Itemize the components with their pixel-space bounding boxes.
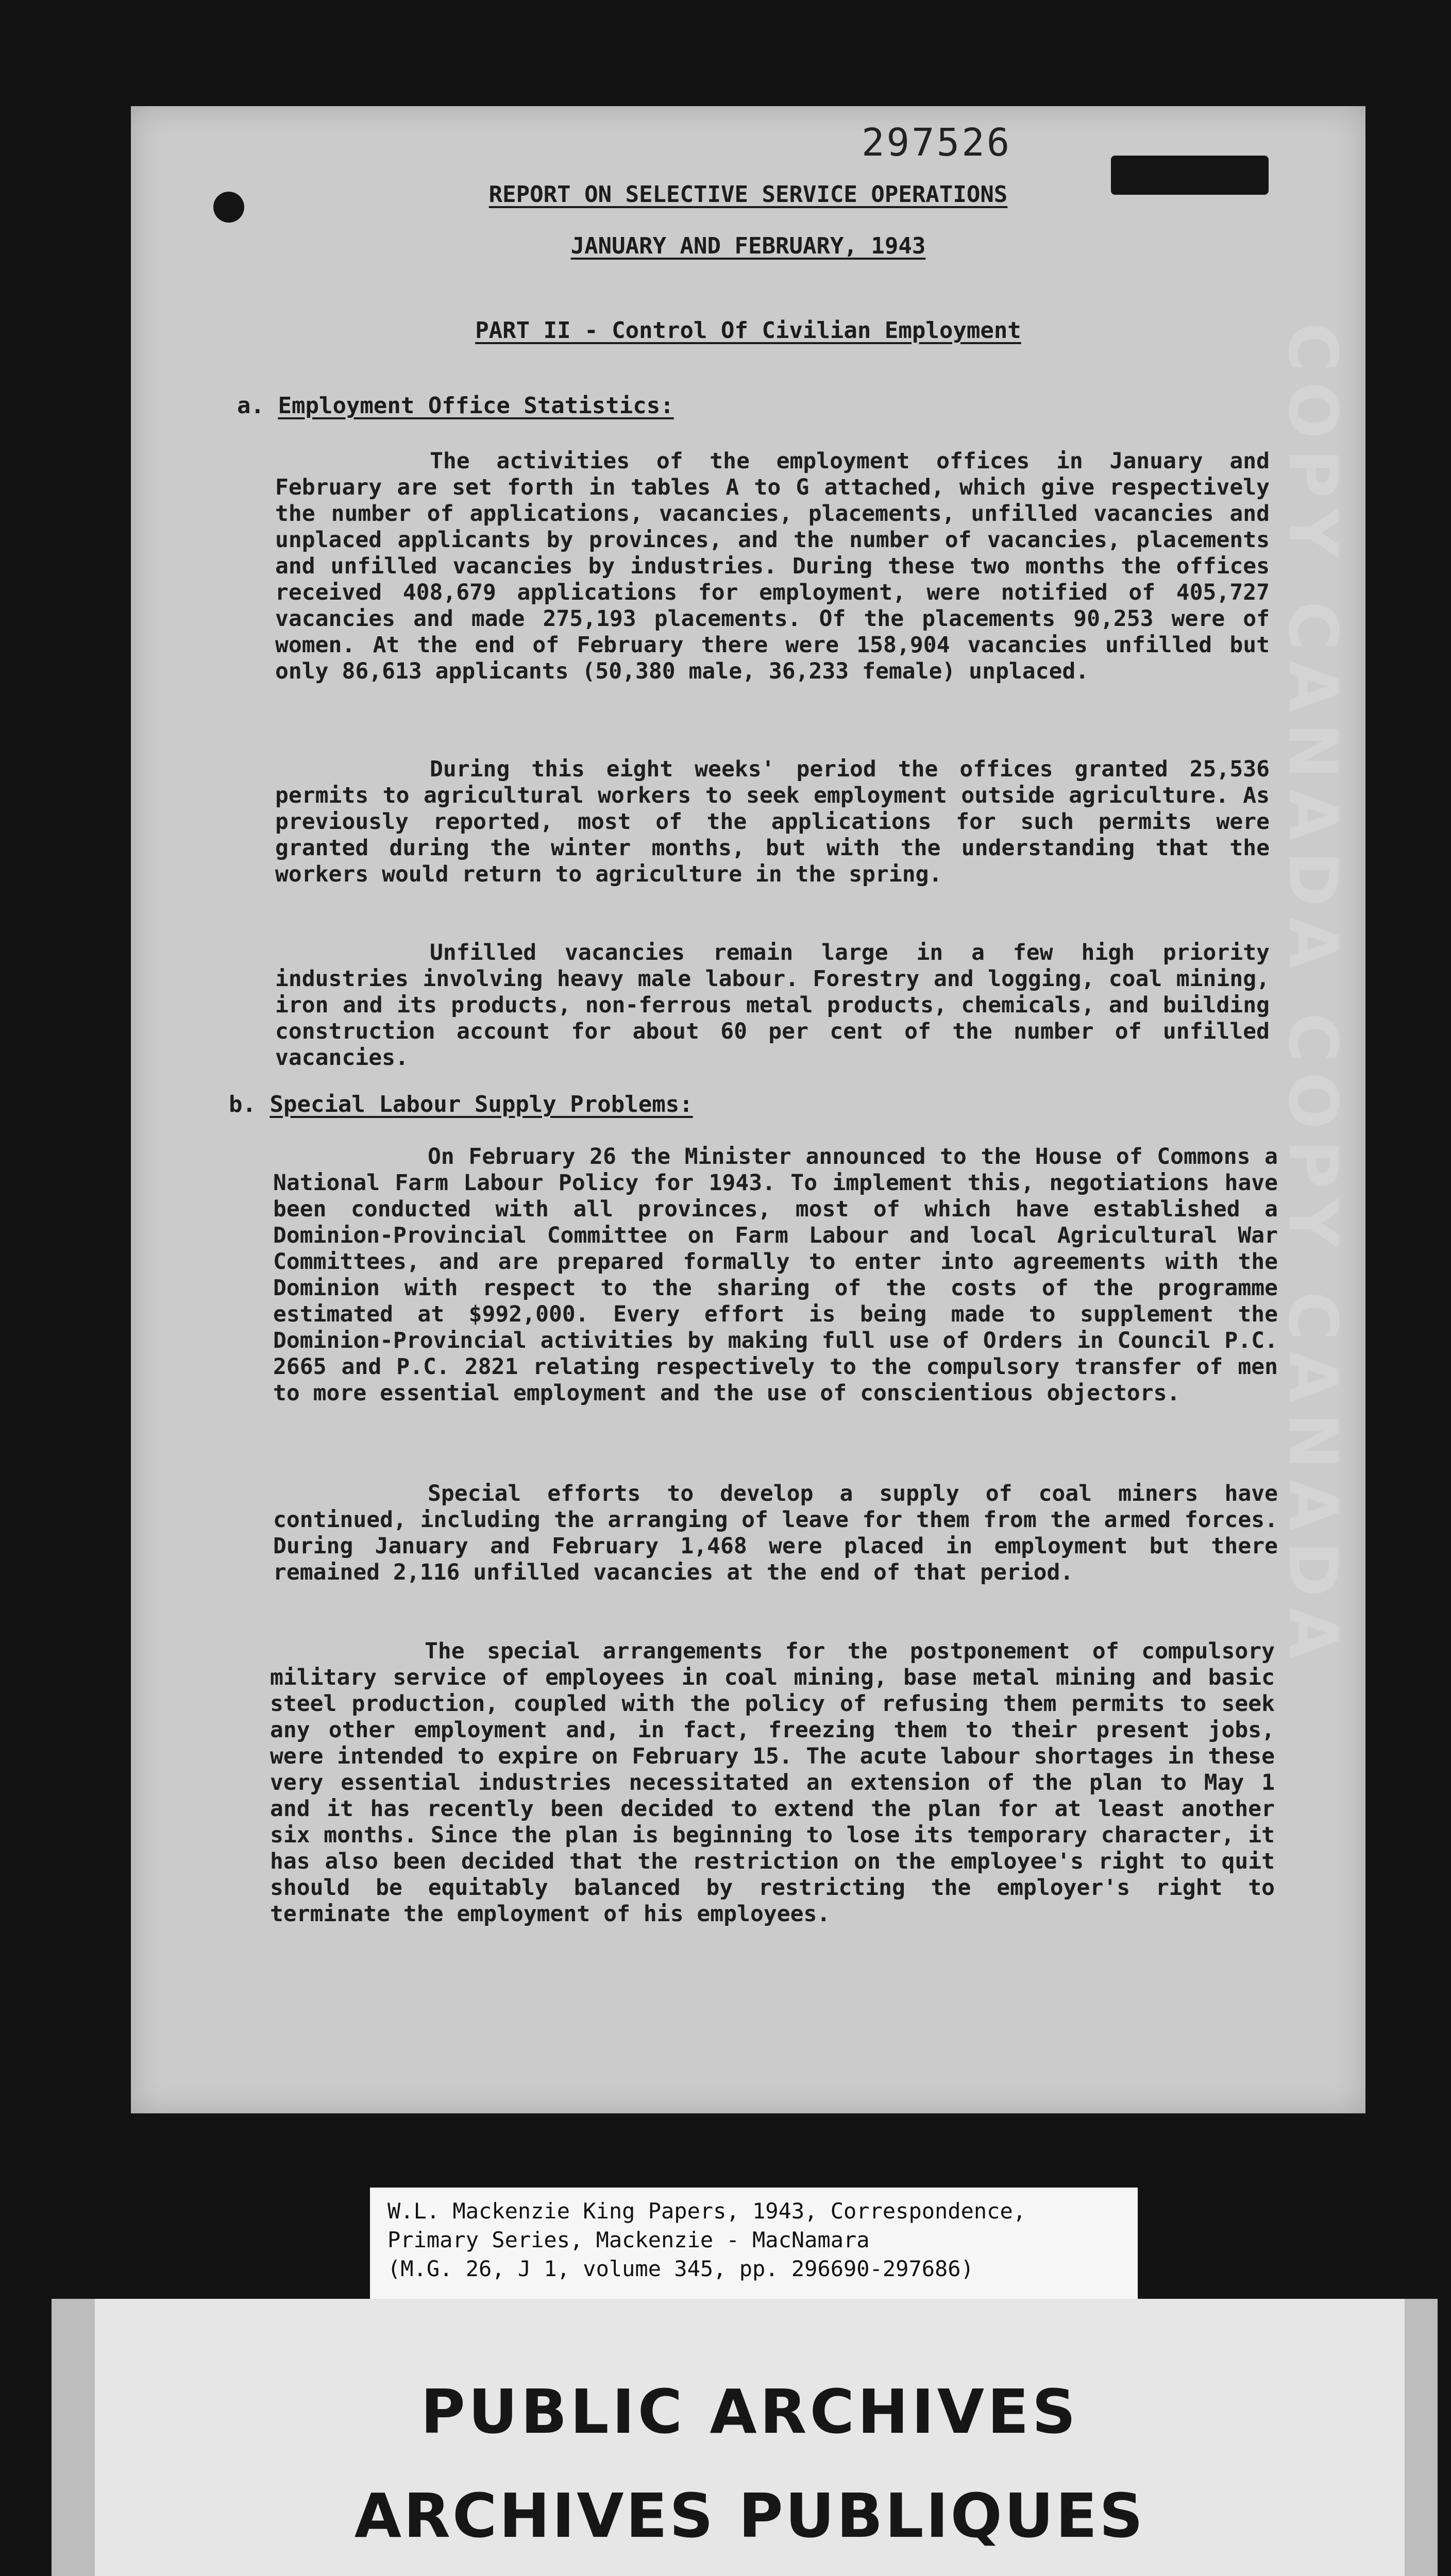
paragraph — [273, 1481, 1278, 1620]
section-a-label: Employment Office Statistics: — [278, 393, 674, 419]
paragraph — [270, 1638, 1275, 1989]
document-page — [131, 106, 1365, 2113]
paragraph — [273, 1144, 1278, 1463]
part-heading — [131, 317, 1365, 344]
paragraph-text: The special arrangements for the postponement of compulsory military service of employees in coal mining, base metal mining and basic steel production, coupled with the policy of refusing them permits to seek any other employment and, in fact, freezing them to their present jobs, were intended to expire on February 15. The acute labour shortages in these very essential industries necessitated an extension of the plan to May 1 and it has recently been decided to extend the plan for at least another six months. Since the plan is beginning to lose its temporary character, it has also been decided that the restriction on the employee's right to quit should be equitably balanced by restricting the employer's right to terminate the employment of his employees. — [270, 1638, 1275, 1927]
report-title-text: REPORT ON SELECTIVE SERVICE OPERATIONS — [488, 181, 1008, 208]
section-a-marker: a. — [237, 393, 264, 419]
citation-label — [370, 2188, 1138, 2303]
archive-stamp — [52, 2299, 1438, 2576]
section-a-heading — [237, 393, 674, 419]
section-b-marker: b. — [229, 1091, 256, 1117]
citation-line: Primary Series, Mackenzie - MacNamara — [387, 2227, 870, 2252]
section-b-label: Special Labour Supply Problems: — [269, 1091, 693, 1117]
archive-stamp-line: ARCHIVES PUBLIQUES — [354, 2480, 1145, 2551]
report-title — [131, 181, 1365, 208]
archive-stamp-line: PUBLIC ARCHIVES — [420, 2376, 1079, 2447]
paragraph-text: The activities of the employment offices in January and February are set forth in tables A to G attached, which give respectively the number of applications, vacancies, placements, unfilled vacancies and unplaced applicants by provinces, and the number of vacancies, placements and unfilled vacancies by industries. During these two months the offices received 408,679 applications for employment, were notified of 405,727 vacancies and made 275,193 placements. Of the placements 90,253 were of women. At the end of February there were 158,904 vacancies unfilled but only 86,613 applicants (50,380 male, 36,233 female) unplaced. — [275, 448, 1270, 684]
document-number: 297526 — [862, 121, 1012, 165]
watermark: COPY CANADA COPY CANADA — [1274, 323, 1352, 1670]
report-period — [131, 233, 1365, 259]
report-period-text: JANUARY AND FEBRUARY, 1943 — [570, 233, 926, 259]
citation-line: (M.G. 26, J 1, volume 345, pp. 296690-297686) — [387, 2256, 974, 2281]
citation-line: W.L. Mackenzie King Papers, 1943, Correspondence, — [387, 2198, 1026, 2224]
part-heading-text: PART II - Control Of Civilian Employment — [475, 317, 1021, 344]
paragraph-text: Unfilled vacancies remain large in a few high priority industries involving heavy male labour. Forestry and logging, coal mining, iron and its products, non-ferrous metal products, chemicals, and building construction account for about 60 per cent of the number of unfilled vacancies. — [275, 940, 1270, 1071]
paragraph — [275, 756, 1270, 921]
paragraph-text: On February 26 the Minister announced to the House of Commons a National Farm Labour Policy for 1943. To implement this, negotiations have been conducted with all provinces, most of which have established a Dominion-Provincial Committee on Farm Labour and local Agricultural War Committees, and are prepared formally to enter into agreements with the Dominion with respect to the sharing of the costs of the programme estimated at $992,000. Every effort is being made to supplement the Dominion-Provincial activities by making full use of Orders in Council P.C. 2665 and P.C. 2821 relating respectively to the compulsory transfer of men to more essential employment and the use of conscientious objectors. — [273, 1144, 1278, 1406]
section-b-heading — [229, 1091, 693, 1117]
paragraph — [275, 940, 1270, 1079]
paragraph-text: During this eight weeks' period the offices granted 25,536 permits to agricultural workers to seek employment outside agriculture. As previously reported, most of the applications for such permits were granted during the winter months, but with the understanding that the workers would return to agriculture in the spring. — [275, 756, 1270, 887]
paragraph — [275, 448, 1270, 737]
paragraph-text: Special efforts to develop a supply of coal miners have continued, including the arranging of leave for them from the armed forces. During January and February 1,468 were placed in employment but there remained 2,116 unfilled vacancies at the end of that period. — [273, 1481, 1278, 1585]
